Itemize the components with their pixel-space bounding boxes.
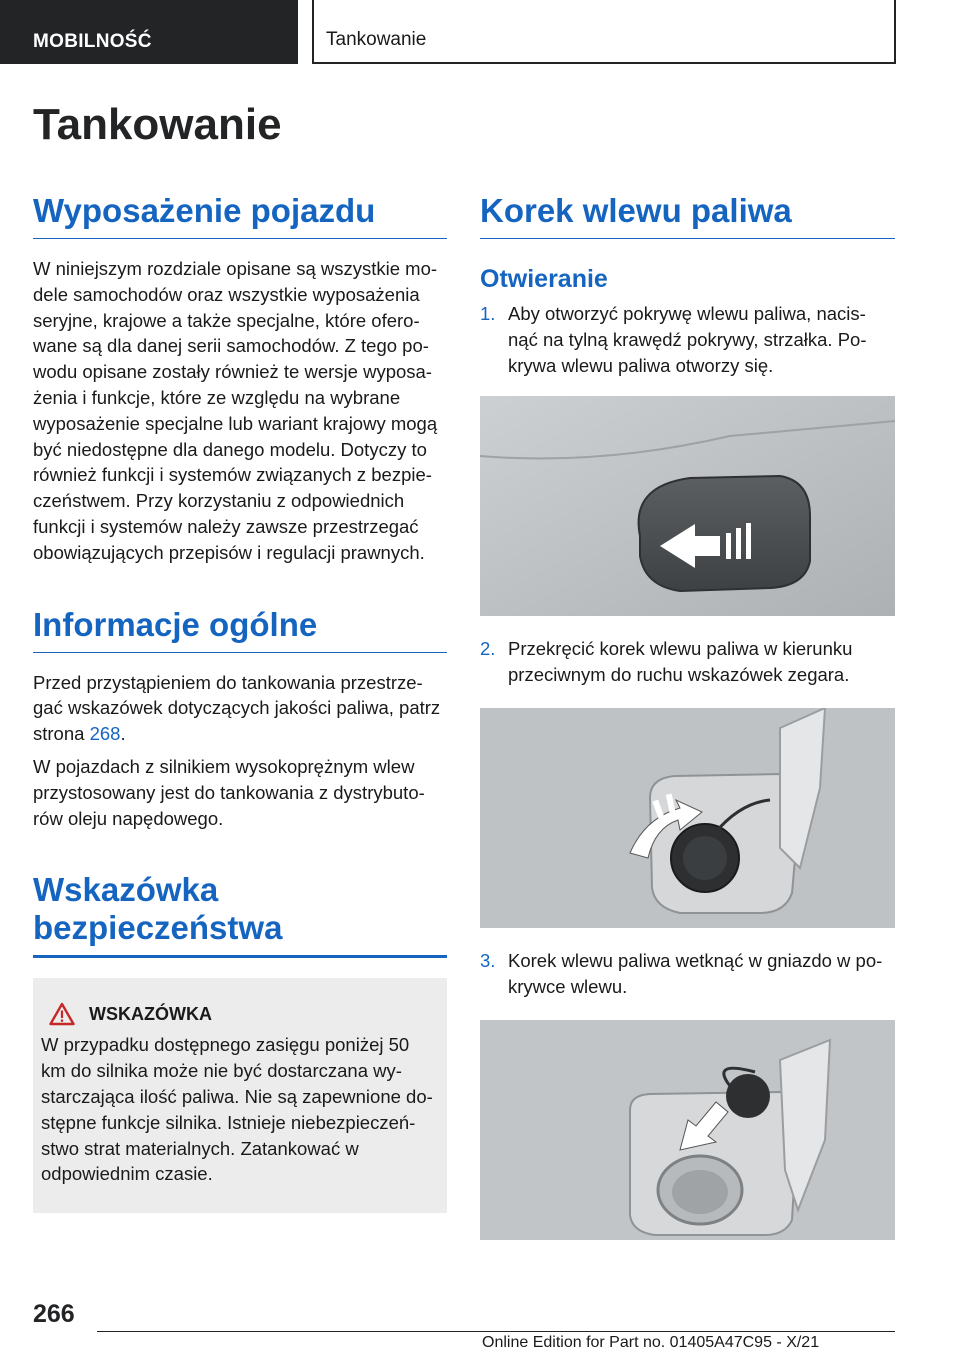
fuel-flap-shape — [639, 476, 810, 591]
page-title: Tankowanie — [33, 100, 282, 149]
general-para-1 — [33, 670, 447, 747]
equipment-body: W niniejszym rozdziale opisane są wszystkie mo‐dele samochodów oraz wszystkie wyposażenia seryjne, krajowe a także specjalne, które ofero‐wane są dla danej serii samochodów. Z tego po‐wodu opisane zostały również te wersje wyposa‐żenia i funkcje, które ze względu na wybrane wyposażenie specjalne lub wariant krajowy mogą być niedostępne dla danego modelu. Dotyczy to również funkcji i systemów związanych z bezpie‐czeństwem. Przy korzystaniu z odpowiednich funkcji i systemów należy zawsze przestrzegać obowiązujących przepisów i regulacji prawnych. — [33, 258, 438, 563]
step-2-text: Przekręcić korek wlewu paliwa w kierunku przeciwnym do ruchu wskazówek zegara. — [508, 638, 853, 686]
step-1 — [480, 301, 895, 378]
warning-text: W przypadku dostępnego zasięgu poniżej 50 km do silnika może nie być dostarczana wy‐starczająca ilość paliwa. Nie są zapewnione do‐stępne funkcje silnika. Istnieje niebezpieczeń‐stwo strat materialnych. Zatankować w odpowiednim czasie. — [41, 1034, 433, 1185]
step-3-number: 3. — [480, 949, 496, 971]
step-2 — [480, 636, 895, 688]
step-1-number: 1. — [480, 303, 496, 324]
heading-equipment: Wyposażenie pojazdu — [33, 192, 447, 239]
header-section-tab — [0, 0, 298, 64]
figure-fuel-cap-unscrew — [480, 708, 895, 928]
page-reference-link[interactable]: 268 — [89, 723, 121, 745]
step-1-text: Aby otworzyć pokrywę wlewu paliwa, nacis‐nąć na tylną krawędź pokrywy, strzałka. Po‐krywa wlewu paliwa otworzy się. — [508, 303, 867, 376]
figure-fuel-flap-press — [480, 396, 895, 616]
header-section-label: MOBILNOŚĆ — [33, 31, 152, 52]
warning-header — [41, 1002, 435, 1026]
warning-label: WSKAZÓWKA — [89, 1003, 212, 1024]
heading-general-info: Informacje ogólne — [33, 606, 447, 653]
header-chapter-label: Tankowanie — [326, 29, 427, 50]
heading-fuel-cap: Korek wlewu paliwa — [480, 192, 895, 239]
figure-fuel-cap-stow — [480, 1020, 895, 1240]
stowed-cap-shape — [726, 1074, 770, 1118]
header-chapter-box — [312, 0, 896, 64]
warning-triangle-icon — [49, 1002, 75, 1026]
left-column — [33, 192, 447, 1213]
footer-edition: Online Edition for Part no. 01405A47C95 - X/21 — [482, 1334, 820, 1351]
general-para-2: W pojazdach z silnikiem wysokoprężnym wlew przystosowany jest do tankowania z dystrybuto‐rów oleju napędowego. — [33, 755, 425, 829]
page-number: 266 — [33, 1300, 75, 1328]
heading-safety-line-1: Wskazówka — [33, 871, 219, 909]
right-column — [480, 192, 895, 1240]
heading-safety-note — [33, 871, 447, 958]
step-2-number: 2. — [480, 638, 496, 660]
step-3 — [480, 948, 895, 1000]
heading-safety-line-2: bezpieczeństwa — [33, 909, 283, 947]
step-3-text: Korek wlewu paliwa wetknąć w gniazdo w po‐krywce wlewu. — [508, 949, 883, 997]
general-para-1-text: Przed przystąpieniem do tankowania przestrze‐gać wskazówek dotyczących jakości paliwa, patrz strona — [33, 671, 441, 745]
general-para-1-end: . — [120, 723, 126, 745]
heading-opening: Otwieranie — [480, 265, 608, 293]
footer-divider — [97, 1331, 895, 1332]
warning-box — [33, 978, 447, 1213]
